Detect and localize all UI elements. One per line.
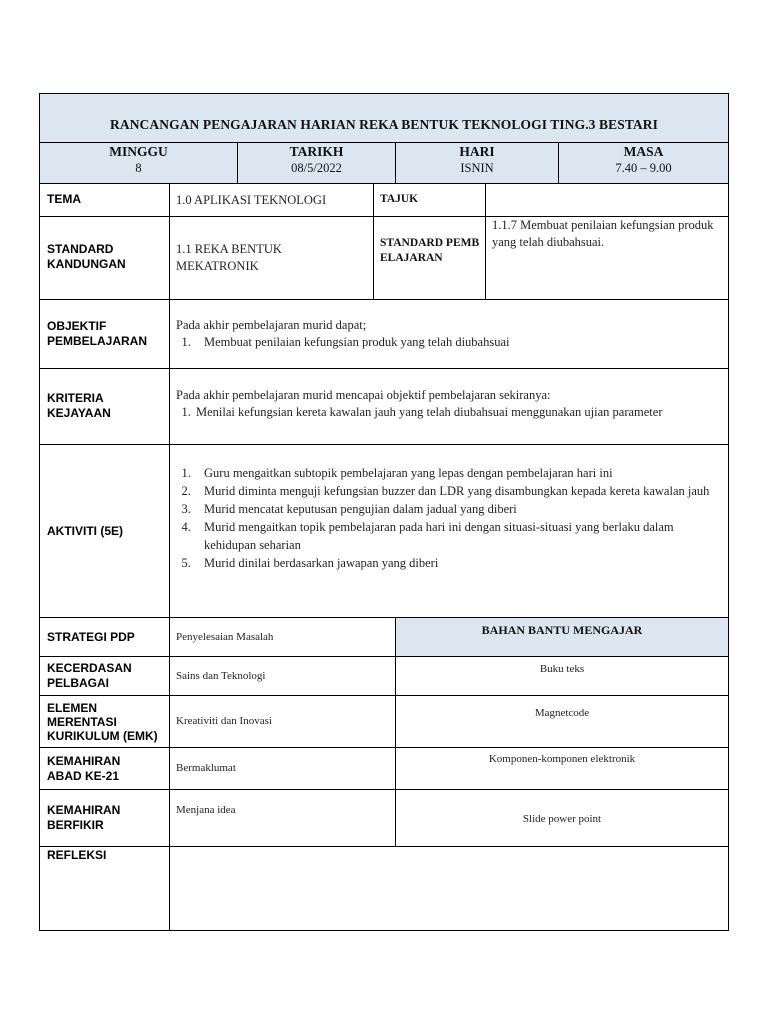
kecerdasan-label: KECERDASAN PELBAGAI [47,661,132,690]
emk-label: ELEMEN MERENTASI KURIKULUM (EMK) [47,700,158,743]
objektif-list [176,334,720,351]
kriteria-label-cell [39,368,170,445]
kecerdasan-value: Sains dan Teknologi [176,669,266,682]
bbm-4-cell [395,789,729,847]
abad21-label-cell [39,747,170,790]
list-item: 1. Membuat penilaian kefungsian produk yang telah diubahsuai [194,334,720,351]
refleksi-label-cell [39,846,170,931]
minggu-label: MINGGU [109,144,168,159]
berfikir-label-cell [39,789,170,847]
refleksi-label: REFLEKSI [47,848,107,862]
abad21-value: Bermaklumat [176,762,236,774]
aktiviti-list [176,464,720,572]
abad21-label: KEMAHIRAN ABAD KE-21 [47,753,121,783]
standard-pembelajaran-label-cell [373,216,486,300]
hari-value: ISNIN [460,161,494,175]
tema-label-cell [39,183,170,217]
emk-value-cell [169,695,396,748]
tajuk-label: TAJUK [380,193,419,205]
strategi-value-cell [169,617,396,657]
kriteria-list [176,404,722,421]
tarikh-label: TARIKH [289,144,344,159]
aktiviti-label: AKTIVITI (5E) [47,523,124,538]
standard-kandungan-value: 1.1 REKA BENTUK MEKATRONIK [176,242,282,273]
tarikh-value: 08/5/2022 [291,161,342,175]
tarikh-cell [237,142,396,184]
strategi-value: Penyelesaian Masalah [176,630,274,643]
minggu-cell [39,142,238,184]
title-cell [39,93,729,143]
tema-label: TEMA [47,192,81,206]
bbm-item: Buku teks [539,663,585,675]
strategi-label-cell [39,617,170,657]
objektif-label: OBJEKTIF PEMBELAJARAN [47,319,148,348]
tajuk-value-cell [485,183,729,217]
standard-pembelajaran-label: STANDARD PEMBELAJARAN [380,237,480,264]
list-item: 2. Murid diminta menguji kefungsian buzzer dan LDR yang disambungkan kepada kereta kawalan jauh [194,482,720,500]
standard-pembelajaran-value: 1.1.7 Membuat penilaian kefungsian produk yang telah diubahsuai. [492,218,714,249]
hari-label: HARI [459,144,495,159]
tema-value: 1.0 APLIKASI TEKNOLOGI [176,193,327,207]
list-item: 3. Murid mencatat keputusan pengujian dalam jadual yang diberi [194,500,720,518]
abad21-value-cell [169,747,396,790]
list-item: 1. Guru mengaitkan subtopik pembelajaran yang lepas dengan pembelajaran hari ini [194,464,720,482]
berfikir-value-cell [169,789,396,847]
page-title: RANCANGAN PENGAJARAN HARIAN REKA BENTUK TEKNOLOGI TING.3 BESTARI [110,117,658,132]
refleksi-value-cell [169,846,729,931]
standard-kandungan-label-cell [39,216,170,300]
aktiviti-content-cell [169,444,729,618]
bbm-header: BAHAN BANTU MENGAJAR [481,623,643,637]
masa-label: MASA [623,144,664,159]
kriteria-content-cell [169,368,729,445]
kecerdasan-value-cell [169,656,396,696]
kriteria-label: KRITERIA KEJAYAAN [47,391,111,420]
bbm-2-cell [395,695,729,748]
kriteria-intro: Pada akhir pembelajaran murid mencapai objektif pembelajaran sekiranya: [176,388,551,402]
bbm-item: Magnetcode [534,707,590,719]
standard-kandungan-value-cell [169,216,374,300]
berfikir-label: KEMAHIRAN BERFIKIR [47,803,121,832]
list-item: 5. Murid dinilai berdasarkan jawapan yang diberi [194,554,720,572]
standard-pembelajaran-value-cell [485,216,729,300]
minggu-value: 8 [135,161,142,175]
berfikir-value: Menjana idea [176,804,236,816]
bbm-header-cell [395,617,729,657]
bbm-item: Slide power point [522,812,602,825]
strategi-label: STRATEGI PDP [47,629,135,644]
bbm-item: Komponen-komponen elektronik [488,753,636,765]
emk-value: Kreativiti dan Inovasi [176,715,272,727]
masa-value: 7.40 – 9.00 [615,161,672,175]
tema-value-cell [169,183,374,217]
aktiviti-label-cell [39,444,170,618]
bbm-1-cell [395,656,729,696]
kecerdasan-label-cell [39,656,170,696]
objektif-label-cell [39,299,170,369]
list-item: 1. Menilai kefungsian kereta kawalan jauh yang telah diubahsuai menggunakan ujian parameter [194,404,722,421]
objektif-content-cell [169,299,729,369]
hari-cell [395,142,559,184]
bbm-3-cell [395,747,729,790]
standard-kandungan-label: STANDARD KANDUNGAN [47,242,126,271]
emk-label-cell [39,695,170,748]
list-item: 4. Murid mengaitkan topik pembelajaran pada hari ini dengan situasi-situasi yang berlaku dalam kehidupan seharian [194,518,720,554]
masa-cell [558,142,729,184]
tajuk-label-cell [373,183,486,217]
objektif-intro: Pada akhir pembelajaran murid dapat; [176,318,367,332]
